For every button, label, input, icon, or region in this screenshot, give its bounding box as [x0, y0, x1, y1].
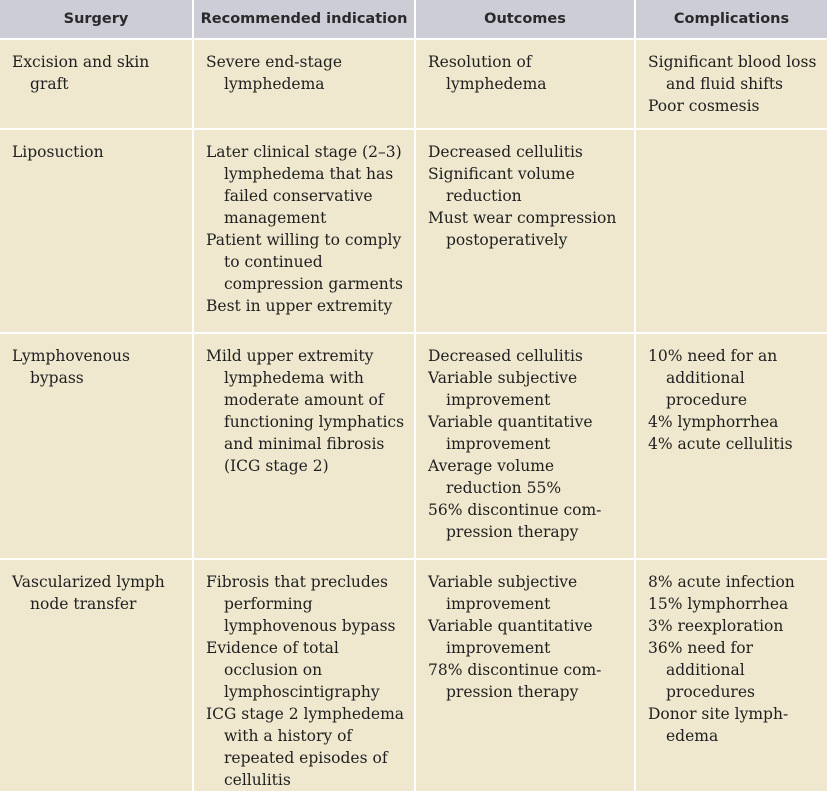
- complications-cell: [635, 129, 827, 333]
- header-complications: Complications: [635, 0, 827, 39]
- list-item: Donor site lymph-edema: [648, 705, 789, 745]
- outcomes-cell: [415, 333, 635, 559]
- outcomes-cell: [415, 39, 635, 129]
- list-item: Significant blood loss and fluid shifts: [648, 53, 817, 93]
- list-item: Variable subjective improvement: [428, 573, 578, 613]
- list-item: 4% acute cellulitis: [648, 435, 793, 453]
- list-item: Mild upper extremity lymphedema with moderate amount of functioning lymphatics and minimal fibrosis (ICG stage 2): [206, 347, 405, 475]
- list-item: Lymphovenous bypass: [12, 347, 130, 387]
- indication-cell: [193, 333, 415, 559]
- list-item: Liposuction: [12, 143, 104, 161]
- header-row: [0, 0, 827, 39]
- complications-cell: [635, 559, 827, 791]
- list-item: 4% lymphorrhea: [648, 413, 779, 431]
- surgery-cell: [0, 559, 193, 791]
- header-surgery: Surgery: [0, 0, 193, 39]
- list-item: 3% reexploration: [648, 617, 784, 635]
- list-item: Poor cosmesis: [648, 97, 760, 115]
- list-item: Variable quantitative improvement: [428, 617, 593, 657]
- header-indication: Recommended indication: [193, 0, 415, 39]
- list-item: Significant volume reduction: [428, 165, 575, 205]
- list-item: Best in upper extremity: [206, 297, 393, 315]
- indication-cell: [193, 39, 415, 129]
- list-item: Must wear compression postoperatively: [428, 209, 617, 249]
- indication-cell: [193, 559, 415, 791]
- list-item: 8% acute infection: [648, 573, 795, 591]
- list-item: Patient willing to comply to continued compression garments: [206, 231, 403, 293]
- outcomes-cell: [415, 129, 635, 333]
- list-item: Severe end-stage lymphedema: [206, 53, 343, 93]
- list-item: Decreased cellulitis: [428, 347, 583, 365]
- list-item: Fibrosis that precludes performing lymphovenous bypass: [206, 573, 396, 635]
- surgery-cell: [0, 333, 193, 559]
- list-item: Excision and skin graft: [12, 53, 150, 93]
- list-item: Decreased cellulitis: [428, 143, 583, 161]
- header-outcomes: Outcomes: [415, 0, 635, 39]
- list-item: 15% lymphorrhea: [648, 595, 789, 613]
- list-item: Average volume reduction 55%: [428, 457, 562, 497]
- list-item: ICG stage 2 lymphedema with a history of repeated episodes of cellulitis: [206, 705, 405, 789]
- list-item: Resolution of lymphedema: [428, 53, 547, 93]
- list-item: 78% discontinue com-pression therapy: [428, 661, 602, 701]
- list-item: Variable subjective improvement: [428, 369, 578, 409]
- table-row: [0, 39, 827, 129]
- list-item: 10% need for an additional procedure: [648, 347, 778, 409]
- list-item: Variable quantitative improvement: [428, 413, 593, 453]
- complications-cell: [635, 333, 827, 559]
- list-item: Evidence of total occlusion on lymphoscintigraphy: [206, 639, 380, 701]
- table-row: [0, 559, 827, 791]
- list-item: Later clinical stage (2–3) lymphedema that has failed conservative management: [206, 143, 402, 227]
- indication-cell: [193, 129, 415, 333]
- surgery-cell: [0, 129, 193, 333]
- table-row: [0, 333, 827, 559]
- table-row: [0, 129, 827, 333]
- list-item: 36% need for additional procedures: [648, 639, 755, 701]
- complications-cell: [635, 39, 827, 129]
- list-item: 56% discontinue com-pression therapy: [428, 501, 602, 541]
- outcomes-cell: [415, 559, 635, 791]
- surgery-cell: [0, 39, 193, 129]
- list-item: Vascularized lymph node transfer: [12, 573, 165, 613]
